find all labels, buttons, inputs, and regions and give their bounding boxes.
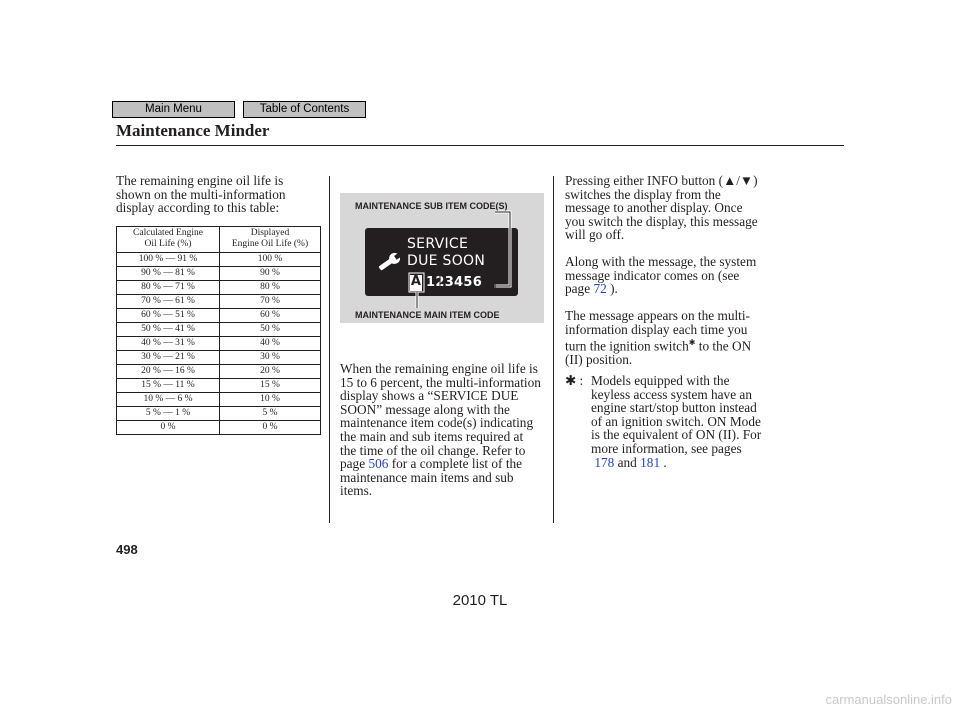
paragraph-line: will go off. — [565, 227, 625, 243]
displayed-cell: 80 % — [220, 281, 321, 295]
footnote-marker-text: ✱ : — [565, 373, 584, 388]
main-item-code-label: MAINTENANCE MAIN ITEM CODE — [355, 310, 500, 320]
page-prefix: page — [565, 281, 591, 297]
table-of-contents-button[interactable]: Table of Contents — [243, 101, 366, 118]
paragraph-line — [565, 336, 751, 353]
footnote-line: Models equipped with the — [591, 373, 730, 388]
table-row — [117, 393, 321, 407]
displayed-cell: 0 % — [220, 421, 321, 435]
table-row — [117, 295, 321, 309]
table-row — [117, 351, 321, 365]
sub-item-code-label: MAINTENANCE SUB ITEM CODE(S) — [355, 201, 508, 211]
table-row — [117, 281, 321, 295]
footnote-line: is the equivalent of ON (II). For — [591, 427, 762, 443]
paragraph-line: 15 to 6 percent, the multi-information — [340, 374, 541, 390]
displayed-cell: 70 % — [220, 295, 321, 309]
header-line: Oil Life (%) — [144, 239, 192, 249]
paragraph-line: maintenance main items and sub — [340, 469, 514, 485]
displayed-cell: 15 % — [220, 379, 321, 393]
paragraph-line: message indicator comes on (see — [565, 267, 740, 283]
calculated-cell: 80 % — 71 % — [117, 281, 220, 295]
calculated-cell: 30 % — 21 % — [117, 351, 220, 365]
main-code-outline — [409, 273, 424, 292]
service-due-paragraph — [340, 362, 541, 498]
footnote-line: keyless access system have an — [591, 386, 752, 402]
page-suffix: for a complete list of the — [391, 456, 523, 472]
footer-model-label: 2010 TL — [452, 592, 508, 609]
table-row — [117, 309, 321, 323]
header-line: Calculated Engine — [133, 228, 203, 238]
page-178-link[interactable]: 178 — [594, 454, 615, 470]
column-divider-left — [329, 176, 330, 523]
text-fragment: turn the ignition switch — [565, 338, 689, 354]
displayed-cell: 90 % — [220, 267, 321, 281]
intro-line: shown on the multi-information — [116, 186, 286, 202]
calculated-cell: 10 % — 6 % — [117, 393, 220, 407]
displayed-cell: 50 % — [220, 323, 321, 337]
displayed-cell: 100 % — [220, 253, 321, 267]
oil-life-table — [116, 226, 321, 435]
page-suffix: ). — [610, 281, 618, 297]
message-indicator-paragraph — [565, 255, 756, 296]
footnote-paragraph — [591, 374, 761, 469]
intro-line: The remaining engine oil life is — [116, 173, 284, 188]
calculated-oil-life-header — [117, 227, 220, 253]
sub-item-codes: 123456 — [426, 275, 483, 290]
watermark: carmanualsonline.info — [825, 692, 952, 707]
text-fragment: to the ON — [695, 338, 752, 354]
paragraph-line: Pressing either INFO button (▲/▼) — [565, 173, 758, 188]
section-title: Maintenance Minder — [116, 121, 270, 140]
table-row — [117, 337, 321, 351]
title-rule — [116, 145, 844, 146]
paragraph-line: message to another display. Once — [565, 200, 743, 216]
intro-paragraph — [116, 174, 286, 215]
displayed-cell: 5 % — [220, 407, 321, 421]
period-text: . — [663, 454, 667, 470]
main-item-code: A — [410, 274, 422, 289]
calculated-cell: 40 % — 31 % — [117, 337, 220, 351]
page-506-link[interactable]: 506 — [368, 456, 389, 472]
paragraph-line: maintenance item code(s) indicating — [340, 415, 534, 431]
asterisk-icon: ✱ — [688, 338, 696, 348]
calculated-cell: 50 % — 41 % — [117, 323, 220, 337]
main-menu-button[interactable]: Main Menu — [112, 101, 235, 118]
calculated-cell: 5 % — 1 % — [117, 407, 220, 421]
calculated-cell: 90 % — 81 % — [117, 267, 220, 281]
column-divider-right — [553, 176, 554, 523]
paragraph-line: the time of the oil change. Refer to — [340, 442, 526, 458]
maintenance-display-diagram — [340, 193, 544, 323]
paragraph-line: the main and sub items required at — [340, 428, 524, 444]
paragraph-line: SOON” message along with the — [340, 401, 510, 417]
page-181-link[interactable]: 181 — [640, 454, 661, 470]
footnote-line: of an ignition switch. ON Mode — [591, 413, 761, 429]
callout-lines — [340, 193, 544, 323]
calculated-cell: 60 % — 51 % — [117, 309, 220, 323]
message-appears-paragraph — [565, 309, 751, 367]
calculated-cell: 20 % — 16 % — [117, 365, 220, 379]
header-line: Displayed — [250, 228, 290, 238]
calculated-cell: 15 % — 11 % — [117, 379, 220, 393]
table-row — [117, 379, 321, 393]
paragraph-line: display shows a “SERVICE DUE — [340, 388, 519, 404]
paragraph-line: you switch the display, this message — [565, 213, 758, 229]
sub-codes-outline — [440, 273, 495, 290]
due-soon-text: DUE SOON — [407, 253, 486, 269]
table-row — [117, 421, 321, 435]
footnote-line — [591, 456, 761, 470]
table-header-row — [117, 227, 321, 253]
paragraph-line: information display each time you — [565, 321, 748, 337]
paragraph-line: When the remaining engine oil life is — [340, 361, 538, 376]
footnote-line: more information, see pages — [591, 440, 742, 456]
calculated-cell: 70 % — 61 % — [117, 295, 220, 309]
paragraph-line: (II) position. — [565, 352, 633, 368]
footnote-line: engine start/stop button instead — [591, 400, 757, 416]
sub-item-callout — [494, 212, 510, 286]
service-text: SERVICE — [407, 236, 469, 252]
page-prefix: page — [340, 456, 366, 472]
table-row — [117, 365, 321, 379]
paragraph-line: Along with the message, the system — [565, 254, 757, 269]
page-72-link[interactable]: 72 — [593, 281, 607, 297]
calculated-cell: 100 % — 91 % — [117, 253, 220, 267]
displayed-cell: 60 % — [220, 309, 321, 323]
page-number: 498 — [116, 542, 138, 557]
table-row — [117, 253, 321, 267]
intro-line: display according to this table: — [116, 200, 280, 216]
footnote-marker — [565, 374, 583, 388]
paragraph-line: items. — [340, 483, 373, 499]
paragraph-line — [340, 457, 541, 471]
table-row — [117, 323, 321, 337]
displayed-cell: 20 % — [220, 365, 321, 379]
calculated-cell: 0 % — [117, 421, 220, 435]
sub-item-callout-inner — [494, 212, 510, 286]
displayed-cell: 10 % — [220, 393, 321, 407]
paragraph-line — [565, 282, 756, 296]
displayed-cell: 40 % — [220, 337, 321, 351]
paragraph-line: switches the display from the — [565, 186, 721, 202]
displayed-oil-life-header — [220, 227, 321, 253]
table-row — [117, 267, 321, 281]
table-row — [117, 407, 321, 421]
displayed-cell: 30 % — [220, 351, 321, 365]
header-line: Engine Oil Life (%) — [231, 239, 309, 249]
info-button-paragraph — [565, 174, 758, 242]
paragraph-line: The message appears on the multi- — [565, 308, 750, 323]
and-text: and — [617, 454, 637, 470]
